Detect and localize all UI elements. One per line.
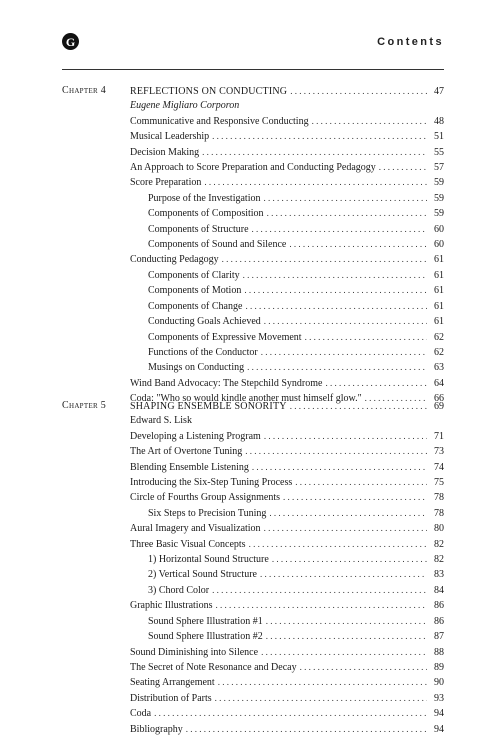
toc-page-number: 61 — [434, 300, 444, 312]
toc-entry[interactable] — [130, 475, 444, 490]
chapter-label: Chapter 5 — [62, 400, 107, 411]
toc-entry-title: Graphic Illustrations — [130, 600, 213, 612]
toc-page-number: 59 — [434, 177, 444, 189]
toc-page-number: 73 — [434, 446, 444, 458]
dot-leader — [290, 399, 427, 413]
toc-entry[interactable] — [130, 237, 444, 252]
dot-leader — [245, 299, 427, 313]
toc-entry-title: Sound Diminishing into Silence — [130, 646, 259, 658]
toc-entry-title: Purpose of the Investigation — [148, 192, 261, 204]
dot-leader — [204, 175, 427, 189]
toc-page-number: 60 — [434, 223, 444, 235]
dot-leader — [290, 84, 427, 98]
toc-entry-title: Bibliography — [130, 723, 183, 735]
toc-entry[interactable] — [130, 552, 444, 567]
dot-leader — [245, 444, 427, 458]
toc-page-number: 59 — [434, 192, 444, 204]
toc-page-number: 89 — [434, 661, 444, 673]
toc-entry-title: Decision Making — [130, 146, 200, 158]
toc-entry[interactable] — [130, 521, 444, 536]
toc-entry[interactable] — [130, 268, 444, 283]
toc-entry[interactable] — [130, 722, 444, 737]
chapter-title-row[interactable] — [130, 399, 444, 414]
toc-entry-title: Components of Composition — [148, 208, 264, 220]
toc-page-number: 60 — [434, 239, 444, 251]
chapter-title: SHAPING ENSEMBLE SONORITY — [130, 401, 287, 412]
toc-entry-title: 1) Horizontal Sound Structure — [148, 554, 269, 566]
dot-leader — [272, 552, 427, 566]
toc-page-number: 86 — [434, 615, 444, 627]
toc-entry[interactable] — [130, 567, 444, 582]
dot-leader — [215, 598, 427, 612]
toc-entry[interactable] — [130, 314, 444, 329]
toc-entry[interactable] — [130, 222, 444, 237]
toc-entry[interactable] — [130, 299, 444, 314]
toc-entry-title: Six Steps to Precision Tuning — [148, 507, 267, 519]
dot-leader — [266, 614, 427, 628]
toc-entry[interactable] — [130, 537, 444, 552]
toc-entry-title: Distribution of Parts — [130, 692, 212, 704]
toc-entry-title: Conducting Goals Achieved — [148, 316, 261, 328]
toc-entry-title: Components of Clarity — [148, 269, 240, 281]
dot-leader — [154, 706, 427, 720]
toc-entry[interactable] — [130, 598, 444, 613]
dot-leader — [215, 691, 427, 705]
dot-leader — [212, 129, 427, 143]
dot-leader — [186, 722, 427, 736]
toc-entry[interactable] — [130, 645, 444, 660]
toc-entry-title: Coda — [130, 708, 152, 720]
toc-entry[interactable] — [130, 629, 444, 644]
toc-page-number: 93 — [434, 692, 444, 704]
dot-leader — [264, 429, 427, 443]
toc-entry-title: Components of Motion — [148, 285, 242, 297]
toc-page-number: 59 — [434, 208, 444, 220]
toc-page-number: 74 — [434, 461, 444, 473]
toc-entry[interactable] — [130, 114, 444, 129]
toc-entry-title: The Secret of Note Resonance and Decay — [130, 661, 297, 673]
toc-entry-title: Three Basic Visual Concepts — [130, 538, 246, 550]
toc-entry-title: 2) Vertical Sound Structure — [148, 569, 257, 581]
toc-page-number: 63 — [434, 362, 444, 374]
running-header-title: Contents — [377, 36, 444, 48]
toc-entry[interactable] — [130, 129, 444, 144]
toc-page-number: 84 — [434, 584, 444, 596]
toc-page-number: 80 — [434, 523, 444, 535]
chapter-label: Chapter 4 — [62, 85, 107, 96]
toc-page-number: 48 — [434, 115, 444, 127]
dot-leader — [247, 360, 427, 374]
dot-leader — [249, 537, 427, 551]
toc-page-number: 71 — [434, 430, 444, 442]
toc-entry[interactable] — [130, 175, 444, 190]
dot-leader — [261, 345, 427, 359]
dot-leader — [244, 283, 427, 297]
dot-leader — [300, 660, 427, 674]
dot-leader — [267, 206, 427, 220]
toc-page-number: 78 — [434, 507, 444, 519]
toc-page-number: 51 — [434, 131, 444, 143]
dot-leader — [202, 145, 427, 159]
chapter-5-section — [62, 399, 444, 737]
toc-entry[interactable] — [130, 252, 444, 267]
toc-page-number: 75 — [434, 477, 444, 489]
toc-entry-title: Components of Expressive Movement — [148, 331, 302, 343]
toc-entry-title: Score Preparation — [130, 177, 202, 189]
toc-page-number: 64 — [434, 377, 444, 389]
toc-entry[interactable] — [130, 706, 444, 721]
toc-page-number: 90 — [434, 677, 444, 689]
toc-entry-title: Functions of the Conductor — [148, 346, 258, 358]
toc-entry[interactable] — [130, 330, 444, 345]
publisher-logo-icon: G — [62, 33, 79, 50]
dot-leader — [269, 506, 427, 520]
toc-entry[interactable] — [130, 691, 444, 706]
toc-page-number: 55 — [434, 146, 444, 158]
toc-entry-title: Communicative and Responsive Conducting — [130, 115, 309, 127]
chapter-title-row[interactable] — [130, 84, 444, 99]
dot-leader — [252, 460, 427, 474]
toc-page-number: 82 — [434, 554, 444, 566]
toc-entry[interactable] — [130, 345, 444, 360]
toc-entry[interactable] — [130, 206, 444, 221]
chapter-title: REFLECTIONS ON CONDUCTING — [130, 86, 288, 97]
dot-leader — [295, 475, 427, 489]
dot-leader — [264, 521, 427, 535]
toc-page-number: 94 — [434, 708, 444, 720]
dot-leader — [305, 330, 427, 344]
toc-entry-title: Aural Imagery and Visualization — [130, 523, 261, 535]
toc-page-number: 87 — [434, 631, 444, 643]
toc-page-number: 82 — [434, 538, 444, 550]
dot-leader — [283, 490, 427, 504]
toc-entry-title: The Art of Overtone Tuning — [130, 446, 243, 458]
toc-entry[interactable] — [130, 283, 444, 298]
dot-leader — [264, 314, 427, 328]
toc-entry[interactable] — [130, 614, 444, 629]
toc-entry-title: Coda: "Who so would kindle another must himself glow." — [130, 393, 362, 405]
toc-entry-title: Sound Sphere Illustration #2 — [148, 631, 263, 643]
toc-entry-title: Introducing the Six-Step Tuning Process — [130, 477, 293, 489]
toc-entry-title: Sound Sphere Illustration #1 — [148, 615, 263, 627]
toc-entry[interactable] — [130, 660, 444, 675]
dot-leader — [260, 567, 427, 581]
toc-entry[interactable] — [130, 460, 444, 475]
toc-entry-title: An Approach to Score Preparation and Conducting Pedagogy — [130, 162, 376, 174]
toc-entry[interactable] — [130, 444, 444, 459]
toc-page-number: 66 — [434, 393, 444, 405]
toc-page-number: 57 — [434, 162, 444, 174]
toc-entry-title: Wind Band Advocacy: The Stepchild Syndrome — [130, 377, 323, 389]
toc-entry-title: 3) Chord Color — [148, 584, 210, 596]
dot-leader — [252, 222, 427, 236]
toc-entry[interactable] — [130, 376, 444, 391]
dot-leader — [289, 237, 427, 251]
dot-leader — [325, 376, 427, 390]
toc-entry[interactable] — [130, 160, 444, 175]
toc-entry-title: Components of Sound and Silence — [148, 239, 287, 251]
toc-page-number: 61 — [434, 254, 444, 266]
toc-page-number: 83 — [434, 569, 444, 581]
toc-entry-title: Seating Arrangement — [130, 677, 215, 689]
toc-entry-title: Components of Structure — [148, 223, 249, 235]
chapter-author: Eugene Migliaro Corporon — [130, 100, 240, 112]
toc-page-number: 61 — [434, 316, 444, 328]
toc-page-number: 62 — [434, 346, 444, 358]
toc-page-number: 61 — [434, 285, 444, 297]
toc-entry[interactable] — [130, 583, 444, 598]
toc-entry-title: Conducting Pedagogy — [130, 254, 219, 266]
chapter-author: Edward S. Lisk — [130, 415, 192, 427]
toc-page-number: 78 — [434, 492, 444, 504]
dot-leader — [266, 629, 427, 643]
dot-leader — [379, 160, 427, 174]
toc-entry-title: Components of Change — [148, 300, 243, 312]
toc-page-number: 88 — [434, 646, 444, 658]
toc-page-number: 47 — [434, 86, 444, 97]
toc-page-number: 94 — [434, 723, 444, 735]
toc-page-number: 62 — [434, 331, 444, 343]
toc-list — [130, 84, 444, 407]
dot-leader — [263, 191, 427, 205]
toc-entry-title: Musings on Conducting — [148, 362, 245, 374]
dot-leader — [212, 583, 427, 597]
toc-entry[interactable] — [130, 490, 444, 505]
toc-page-number: 86 — [434, 600, 444, 612]
toc-entry-title: Developing a Listening Program — [130, 430, 261, 442]
chapter-4-section — [62, 84, 444, 407]
toc-page-number: 61 — [434, 269, 444, 281]
toc-entry-title: Circle of Fourths Group Assignments — [130, 492, 280, 504]
toc-entry[interactable] — [130, 429, 444, 444]
dot-leader — [243, 268, 427, 282]
toc-list — [130, 399, 444, 737]
toc-entry[interactable] — [130, 191, 444, 206]
toc-entry[interactable] — [130, 675, 444, 690]
dot-leader — [261, 645, 427, 659]
dot-leader — [218, 675, 427, 689]
toc-entry[interactable] — [130, 145, 444, 160]
header-rule — [62, 69, 444, 70]
toc-entry[interactable] — [130, 360, 444, 375]
toc-entry-title: Musical Leadership — [130, 131, 210, 143]
toc-entry[interactable] — [130, 506, 444, 521]
dot-leader — [222, 252, 427, 266]
toc-entry-title: Blending Ensemble Listening — [130, 461, 249, 473]
toc-page-number: 69 — [434, 401, 444, 412]
dot-leader — [312, 114, 427, 128]
